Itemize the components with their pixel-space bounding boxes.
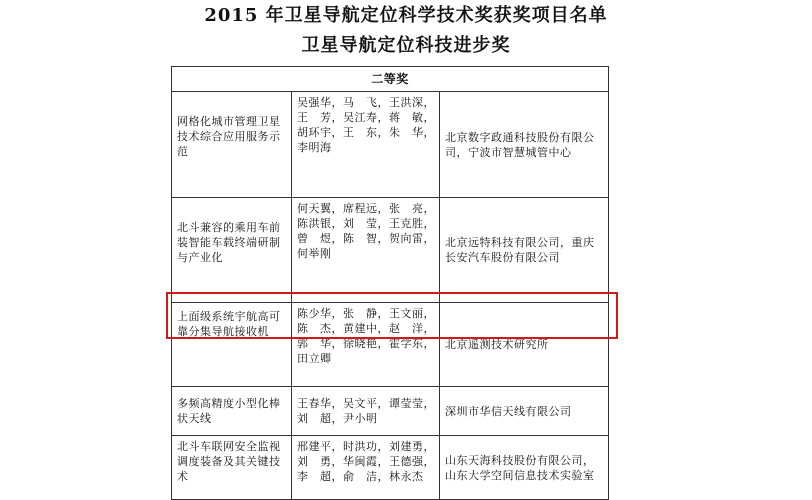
people-line: 陈少华，张 静，王文丽， (297, 307, 435, 320)
document-subtitle: 卫星导航定位科技进步奖 (301, 35, 511, 56)
people-line: 郭 华，徐晓艳，霍学东， (297, 337, 435, 350)
people-line: 邢建平，时洪功，刘建勇， (297, 440, 435, 453)
awards-table (171, 66, 609, 500)
people-cell (292, 92, 440, 198)
table-row (172, 436, 609, 500)
people-line: 曾 煜，陈 智，贺向雷， (297, 232, 435, 245)
grade-header: 二等奖 (172, 67, 609, 92)
people-line: 王春华，吴文平，谭莹莹， (297, 397, 435, 410)
project-cell: 上面级系统宇航高可靠分集导航接收机 (172, 303, 292, 387)
people-line: 吴强华，马 飞，王洪深， (297, 96, 435, 109)
people-line: 田立卿 (297, 352, 332, 365)
unit-cell: 深圳市华信天线有限公司 (440, 387, 609, 436)
people-cell (292, 436, 440, 500)
people-line: 李 超，俞 洁，林永杰 (297, 470, 424, 483)
people-line: 王 芳，吴江寿，蒋 敏， (297, 111, 435, 124)
unit-cell: 山东天海科技股份有限公司，山东大学空间信息技术实验室 (440, 436, 609, 500)
table-row-highlighted (172, 387, 609, 436)
table-row (172, 92, 609, 198)
people-cell (292, 198, 440, 303)
people-line: 胡环宇，王 东，朱 华， (297, 126, 435, 139)
unit-cell: 北京数字政通科技股份有限公司，宁波市智慧城管中心 (440, 92, 609, 198)
people-line: 何举刚 (297, 247, 332, 260)
people-line: 李明海 (297, 141, 332, 154)
grade-header-row (172, 67, 609, 92)
people-line: 刘 超，尹小明 (297, 412, 378, 425)
people-line: 何天翼，席程远，张 亮， (297, 202, 435, 215)
unit-cell: 北京遥测技术研究所 (440, 303, 609, 387)
project-cell: 网格化城市管理卫星技术综合应用服务示范 (172, 92, 292, 198)
people-cell (292, 387, 440, 436)
document-title: 2015 年卫星导航定位科学技术奖获奖项目名单 (204, 5, 608, 26)
people-line: 陈洪银，刘 莹，王克胜， (297, 217, 435, 230)
project-cell: 北斗车联网安全监视调度装备及其关键技术 (172, 436, 292, 500)
highlight-box (166, 292, 618, 339)
people-line: 陈 杰，黄建中，赵 洋， (297, 322, 435, 335)
people-line: 刘 勇，华闽霞，王德强， (297, 455, 435, 468)
project-cell: 多频高精度小型化棒状天线 (172, 387, 292, 436)
unit-cell: 北京远特科技有限公司，重庆长安汽车股份有限公司 (440, 198, 609, 303)
project-cell: 北斗兼容的乘用车前装智能车载终端研制与产业化 (172, 198, 292, 303)
table-row (172, 198, 609, 303)
